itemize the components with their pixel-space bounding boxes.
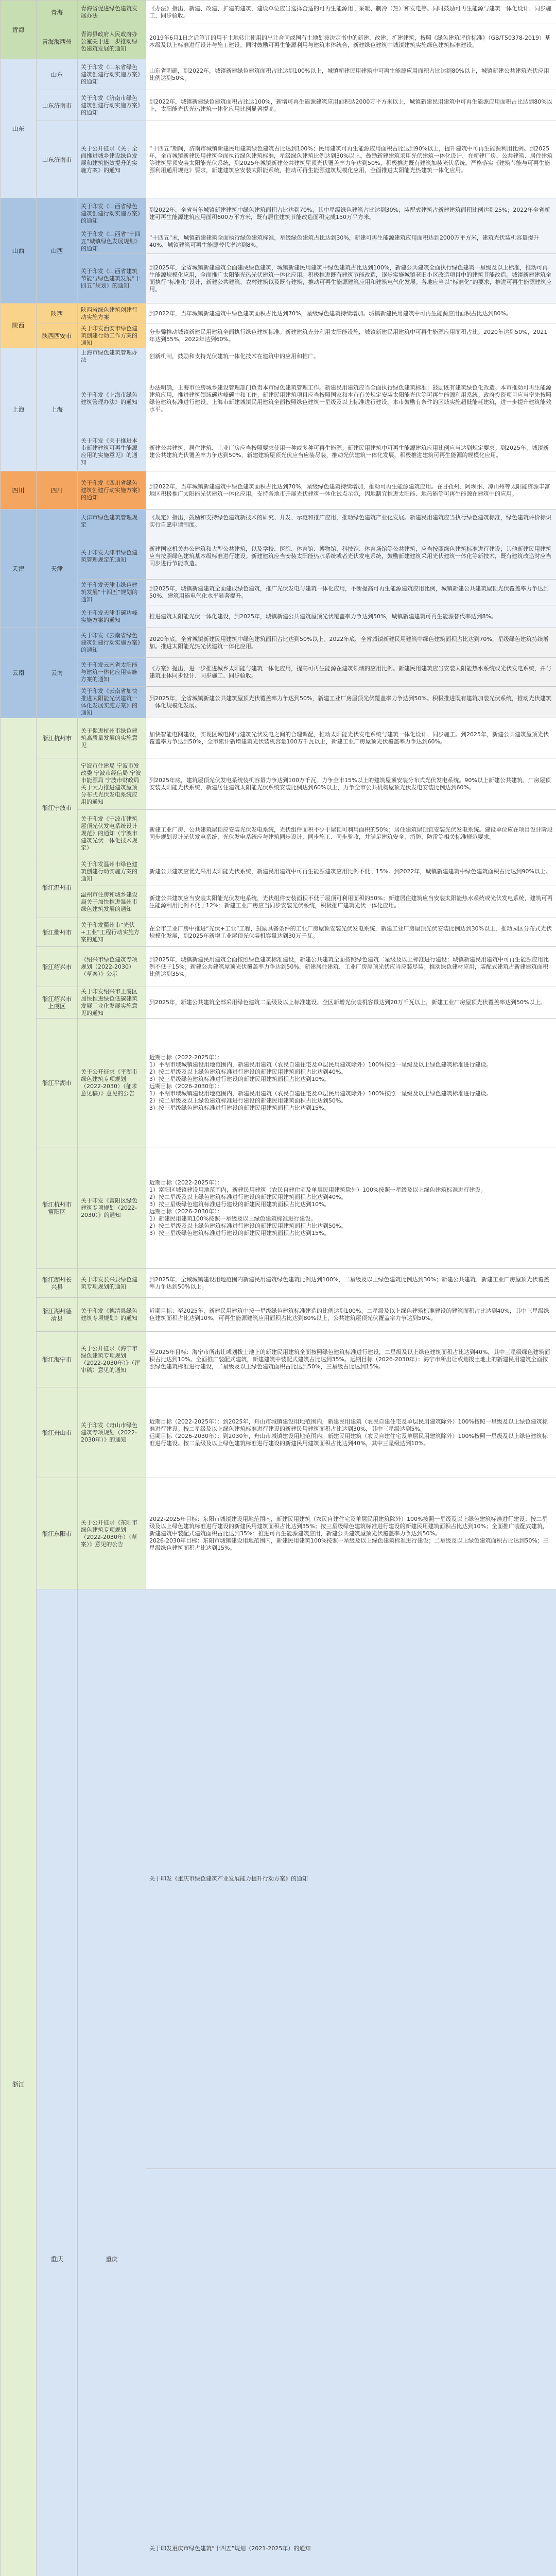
policy-document-cell: 关于公开征求《海宁市绿色建筑专项规划（2022-2030年）》（评审稿）意见的通知 [78,1332,146,1387]
policy-document-cell: 关于印发天津市绿色建筑发展“十四五”规划的通知 [78,580,146,605]
province-cell: 云南 [1,628,37,718]
province-cell: 青海 [1,1,37,59]
policy-detail-cell: “十四五”期间，济南市城镇新建民用建筑绿色建筑占比达到100%；民用建筑可再生能源应用面积占比达到90%以上，提升建筑中可再生能源利用比例。到2025年，全市城镇新建民用建筑全面执行绿色建筑标准，星级绿色建筑比例达到30%以上。鼓励新建建筑采用光伏建筑一体化设计，在新建厂房、公共建筑、居住建筑等建筑屋顶安装太阳能光伏系统，到2025年城镇新建公共建筑屋顶光伏覆盖率力争达到50%，积极推进既有建筑加装光伏系统。严格落实《建筑节能与可再生能源利用通用规范》要求，新建建筑应安装太阳能系统，推动可再生能源建筑规模化应用，全面推进太阳能光热建筑一体化应用。 [146,121,556,198]
policy-detail-cell: 在全市工业厂房中推进“光伏+工业”工程，鼓励具备条件的工业厂房屋顶安装光伏发电系统，新建工业厂房屋顶光伏安装比例达到30%以上，推动园区分布式光伏规模化发展，到2025年新增工业屋顶光伏装机容量达到30万千瓦。 [146,918,556,947]
policy-detail-cell: 推进建筑太阳能光伏一体化建设，到2025年，城镇新建公共建筑屋顶光伏覆盖率力争达到50%，城镇新建建筑可再生能源替代率达到8%。 [146,605,556,628]
table-row [1,918,556,947]
policy-detail-cell: 新建公共建筑应当安装太阳能光伏发电系统，光伏组件安装面积不低于屋顶可利用面积的50%；新建居住建筑应当安装太阳能热水系统或光伏发电系统，建筑可再生能源利用比例不低于12%；新建工业厂房应当同步安装光伏系统，积极推广建筑光伏一体化应用。 [146,886,556,918]
province-cell: 浙江 [1,718,37,2576]
policy-detail-cell: 到2025年底，建筑屋顶光伏发电系统装机容量力争达到100万千瓦，力争全市15%以上的建筑屋顶安装分布式光伏发电系统。90%以上新建公共建筑、厂房屋顶安装太阳能光伏系统，新建居住建筑太阳能光伏系统安装比例达到60%以上，力争全市公共机构屋顶光伏发电安装比例达到60%。 [146,758,556,810]
city-cell: 浙江温州市 [37,857,78,918]
policy-detail-cell: 近期目标（2022-2025年）： 1）平湖市域城镇建设用地范围内，新建民用建筑（农民自建住宅及单层民用建筑除外）100%按照一星级及以上绿色建筑标准进行建设。 2）按二星级及以上绿色建筑标准进行建设的新建民用建筑面积占比达到40%。 3）按三星级绿色建筑标准进行建设的新建民用建筑面积占比达到10%。 远期目标（2026-2030年）： 1）平湖市域城镇建设用地范围内，新建民用建筑（农民自建住宅及单层民用建筑除外）100%按照一星级及以上绿色建筑标准进行建设。 2）按二星级及以上绿色建筑标准进行建设的新建民用建筑面积占比达到50%。 3）按三星级绿色建筑标准进行建设的新建民用建筑面积占比达到15%。 [146,1019,556,1147]
policy-document-cell: 关于印发《云南省加快推进太阳能光伏建筑一体化发展实施方案》的通知 [78,687,146,718]
city-cell: 浙江湖州长兴县 [37,1269,78,1298]
city-cell: 浙江平湖市 [37,1019,78,1147]
policy-document-cell: 关于公开征求《平湖市绿色建筑专项规划（2022-2030）（征求意见稿）》意见的公告 [78,1019,146,1147]
policy-document-cell: 关于印发绍兴市上虞区加快推进绿色低碳建筑发展工业化发展实施意见的通知 [78,987,146,1019]
policy-detail-cell: 新建公共建筑应优先采用太阳能光伏系统，新建民用建筑中可再生能源建筑应用比例不低于15%。到2022年，城镇新建建筑中绿色建筑面积占比达到90%以上。 [146,857,556,886]
policy-detail-cell: “十四五”末，城镇新建建筑全面执行绿色建筑标准，星级绿色建筑占比达到30%，新建可再生能源建筑应用面积达到2000万平方米，建筑光伏装机容量提升40%，城镇建筑可再生能源替代率达到8%。 [146,229,556,254]
policy-document-cell: 上海市绿色建筑管理办法 [78,348,146,365]
policy-document-cell: 《绍兴市绿色建筑专项规划（2022-2030）（草案）》公示 [78,947,146,987]
city-cell: 浙江衢州市 [37,918,78,947]
policy-document-cell: 青海省促进绿色建筑发展办法 [78,1,146,24]
policy-document-cell: 温州市住房和城乡建设局关于加快推进温州市绿色建筑发展的通知 [78,886,146,918]
city-cell: 山西 [37,198,78,303]
province-cell: 山东 [1,59,37,198]
policy-table-body [1,1,556,2576]
city-cell: 青海海西州 [37,24,78,59]
city-cell: 四川 [37,471,78,510]
policy-document-cell: 关于印发《山东省绿色建筑创建行动实施方案》的通知 [78,59,146,90]
policy-document-cell: 关于印发《云南省绿色建筑创建行动实施方案》的通知 [78,628,146,658]
policy-document-cell: 关于印发西安市绿色建筑创建行动工作方案的通知 [78,324,146,348]
city-cell: 陕西 [37,303,78,324]
table-row [1,947,556,987]
policy-detail-cell: 2022-2025年目标：东阳市城镇建设用地范围内，新建民用建筑（农民自建住宅及单层民用建筑除外）100%按照一星级及以上绿色建筑标准进行建设；按二星级及以上绿色建筑标准进行建设的新建民用建筑面积占比达到35%；按三星级绿色建筑标准进行建设的新建民用建筑面积占比达到10%；全面推广装配式建筑，新建建筑中装配式建筑面积占比达到35%；推进可再生能源建筑应用，新建公共建筑屋顶光伏覆盖率力争达到50%。 2026-2030年目标：东阳市城镇建设用地范围内，新建民用建筑100%按照一星级及以上绿色建筑标准进行建设；二星级及以上绿色建筑面积占比达到50%；三星级绿色建筑面积占比达到15%。 [146,1478,556,1589]
policy-detail-cell: 近期目标（2022-2025年）：到2025年，舟山市城镇建设用地范围内，新建民用建筑（农民自建住宅及单层民用建筑除外）100%按照一星级及以上绿色建筑标准进行建设。按二星级及以上绿色建筑标准进行建设的新建民用建筑面积占比达到30%，其中三星级达到5%。 远期目标（2026-2030年）：到2030年，舟山市城镇建设用地范围内，新建民用建筑（农民自建住宅及单层民用建筑除外）100%按照一星级及以上绿色建筑标准进行建设。按二星级及以上绿色建筑标准进行建设的新建民用建筑面积占比达到40%，其中三星级达到10%。 [146,1387,556,1478]
table-row [1,121,556,198]
policy-document-cell: 关于印发《关于推进本市新建建筑可再生能源应用的实施意见》的通知 [78,432,146,471]
policy-document-cell: 天津市绿色建筑管理规定 [78,510,146,533]
city-cell: 云南 [37,628,78,718]
city-cell: 青海 [37,1,78,24]
table-row [1,1019,556,1147]
policy-document-cell: 关于印发云南省太阳能与建筑一体化应用实施方案的通知 [78,658,146,687]
policy-document-cell: 关于印发《上海市绿色建筑管理办法》的通知 [78,365,146,432]
policy-detail-cell: 2019年6月1日之后签订的用于土地转让使用的出让合同或国有土地划拨决定书中的新建、改建、扩建建筑，按照《绿色建筑评价标准》（GB/T50378-2019）基本级及以上标准进行设计与施工建设。同时鼓励可再生能源利用与建筑本体统合，新建绿色建筑中城镇建筑实施绿色建筑标准建设。 [146,24,556,59]
policy-document-cell: 关于印发衢州市“光伏+工业”工程行动实施方案的通知 [78,918,146,947]
province-cell: 四川 [1,471,37,510]
province-cell: 重庆 [37,1589,78,2576]
city-cell: 山东 [37,59,78,90]
policy-detail-cell: 新建公共建筑、居住建筑、工业厂房应当按照要求使用一种或多种可再生能源。新建民用建筑中可再生能源建筑应用比例应当达到规定要求。到2025年，城镇新建公共建筑光伏覆盖率力争达到50%，新建建筑屋顶光伏应当应装尽装，推动光伏建筑一体化发展，积极推进建筑可再生能源的规模化应用。 [146,432,556,471]
policy-detail-cell: 新建国家机关办公建筑和大型公共建筑，以及学校、医院、体育馆、博物馆、科技馆、体育场馆等公共建筑，应当按照绿色建筑标准进行建设；其他新建民用建筑应当按照绿色建筑基本级标准进行建设。新建建筑应当安装太阳能热水系统或者光伏发电系统，鼓励新建建筑采用光伏建筑一体化等新技术，既有建筑改造时应当同步进行节能改造。 [146,533,556,580]
province-cell: 山西 [1,198,37,303]
city-cell: 上海 [37,348,78,471]
table-row [1,432,556,471]
policy-detail-cell: 新建工业厂房、公共建筑屋顶应安装光伏发电系统，光伏组件面积不少于屋顶可利用面积的50%；居住建筑屋顶宜安装光伏发电系统。建设单位应在项目设计阶段同步规划设计光伏发电系统，光伏发电系统应与建筑同步设计、同步施工、同步验收，并满足建筑安全、消防、防雷等相关标准规范要求。 [146,810,556,857]
table-row [1,687,556,718]
policy-detail-cell: 到2022年，城镇新建绿色建筑面积占比达100%，新增可再生能源建筑应用面积达2000万平方米以上，城镇新建民用建筑中可再生能源应用面积占比达到80%以上，太阳能光伏光热建筑一体化应用比例显著提高。 [146,90,556,121]
policy-detail-cell: 到2025年，全省城镇新建建筑全面建成绿色建筑，城镇新建民用建筑中绿色建筑占比达到100%，新建公共建筑全面执行绿色建筑一星级及以上标准，推动可再生能源规模化应用，全面推广太阳能光热光伏建筑一体化应用。积极推进既有建筑节能改造，逐步实施城镇老旧小区改造项目中的建筑节能改造。城镇新建建筑全面执行“标准化”设计，新建公共建筑、农村建筑以及既有建筑，推动可再生能源建筑应用和建筑电气化发展。各地应当以“标准化”的要求，推进可再生能源建筑应用。 [146,254,556,303]
city-cell: 天津 [37,510,78,628]
city-cell: 重庆 [78,1589,146,2576]
policy-document-cell: 关于印发《四川省绿色建筑创建行动实施方案》的通知 [78,471,146,510]
policy-detail-cell: 《规定》指出，鼓励和支持绿色建筑新技术的研究、开发、示范和推广应用，推动绿色建筑产业化发展。新建民用建筑应当执行绿色建筑标准，绿色建筑评价标识实行自愿申请制度。 [146,510,556,533]
policy-detail-cell: 到2022年，全省当年城镇新建建筑中绿色建筑面积占比达到70%，其中星级绿色建筑占比达到30%；装配式建筑占新建建筑面积比例达到25%；2022年全省新建可再生能源建筑应用面积600万平方米，既有居住建筑节能改造面积完成150万平方米。 [146,198,556,229]
policy-detail-cell: 到2025年，城镇新建民用建筑全面按照绿色建筑标准建设，新建公共建筑全面按照绿色建筑二星级及以上标准进行建设；城镇新建民用建筑中可再生能源应用比例不低于15%；新建公共建筑屋顶光伏覆盖率力争达到50%，新建居住建筑、工业厂房屋顶光伏应当应装尽装；推动绿色建材应用，装配式建筑占新建建筑面积比例达到35%。 [146,947,556,987]
policy-detail-cell: 到2025年，全省城镇新建公共建筑屋顶光伏覆盖率力争达到50%，新建工业厂房屋顶光伏覆盖率力争达到50%。积极推进既有建筑加装光伏系统，推动光伏建筑一体化规模化发展。 [146,687,556,718]
city-cell: 浙江绍兴市上虞区 [37,987,78,1019]
city-cell: 浙江杭州市 [37,718,78,758]
table-row [1,471,556,510]
table-row [1,605,556,628]
policy-detail-cell: 到2025年，新建公共建筑全部采用绿色建筑二星级及以上标准建设。全区新增光伏装机容量达到20万千瓦以上，新建工业厂房屋顶光伏覆盖率达到50%以上。 [146,987,556,1019]
table-row [1,658,556,687]
policy-detail-cell: 近期目标：至2025年，新建民用建筑中按一星级绿色建筑标准建造的比例达到100%，二星级及以上绿色建筑标准建设的建筑面积占比达到40%，其中三星级绿色建筑面积占比达到10%，可再生能源建筑应用面积占比达到80%以上，公共建筑屋顶光伏覆盖率力争达到50%。 [146,1298,556,1332]
policy-detail-cell: 加快智能电网建设，实现区域电网与建筑光伏发电之间的合理调配，推动太阳能光伏发电系统与建筑一体化设计、同步施工。到2025年，新建公共建筑屋顶光伏覆盖率力争达到50%，全市累计新增建筑光伏装机容量100万千瓦以上，新建工业厂房屋顶光伏覆盖率力争达到60%。 [146,718,556,758]
policy-document-cell: 关于印发《宁波市建筑屋顶光伏发电系统设计规范》的通知（宁波市建筑光伏一体化技术规定） [78,810,146,857]
policy-detail-cell: 到2022年，当年城镇新建建筑中绿色建筑面积占比达到70%，星级绿色建筑持续增加，推动可再生能源建筑应用。在甘孜州、阿坝州、凉山州等太阳能资源丰富地区积极推广太阳能光伏建筑一体化应用。支持各地市开展光伏建筑一体化试点示范，因地制宜推进太阳能、地热能等可再生能源在建筑中的应用。 [146,471,556,510]
table-row [1,348,556,365]
policy-document-cell: 关于印发温州市绿色建筑创建行动实施方案的通知 [78,857,146,886]
table-row [1,718,556,758]
table-row [1,1478,556,1589]
policy-detail-cell: 《方案》提出，进一步推进城乡太阳能与建筑一体化应用，提高可再生能源在建筑领域的应用比例。新建民用建筑应当安装太阳能热水系统或光伏发电系统，并与建筑主体同步设计、同步施工、同步验收。 [146,658,556,687]
city-cell: 浙江舟山市 [37,1387,78,1478]
policy-detail-cell: 创新机制，鼓励和支持光伏建筑一体化技术在建筑中的应用和推广。 [146,348,556,365]
table-row [1,510,556,533]
table-row [1,1269,556,1298]
policy-document-cell: 关于印发《山西省“十四五”城镇绿色发展规划》的通知 [78,229,146,254]
policy-document-cell: 关于印发《舟山市绿色建筑专项规划（2022-2030年）》的通知 [78,1387,146,1478]
policy-document-cell: 关于印发《山西省建筑节能与绿色建筑发展“十四五”规划》的通知 [78,254,146,303]
policy-document-cell: 关于印发《富阳区绿色建筑专项规划（2022-2030）》的通知 [78,1147,146,1269]
policy-document-cell: 关于印发《济南市绿色建筑创建行动实施方案》的通知 [78,90,146,121]
table-row [1,628,556,658]
policy-detail-cell: 到2022年，当年城镇新建建筑中绿色建筑面积占比达到70%，星级绿色建筑持续增加。城镇新建民用建筑中可再生能源应用面积占比达到80%。 [146,303,556,324]
table-row [1,857,556,886]
city-cell: 浙江海宁市 [37,1332,78,1387]
policy-document-cell: 关于印发长兴县绿色建筑专项规划的通知 [78,1269,146,1298]
policy-document-cell: 关于印发天津市碳达峰实施方案的通知 [78,605,146,628]
table-row [1,198,556,229]
city-cell: 浙江绍兴市 [37,947,78,987]
table-row [1,1589,556,2169]
city-cell: 浙江东阳市 [37,1478,78,1589]
city-cell: 陕西西安市 [37,324,78,348]
table-row [1,365,556,432]
policy-detail-cell: 2020年底，全省城镇新建民用建筑中绿色建筑面积占比达到50%以上。2022年底，全省城镇新建民用建筑中绿色建筑面积占比达到70%，星级绿色建筑持续增加。推进太阳能光热光伏建筑一体化应用。 [146,628,556,658]
city-cell: 山东济南市 [37,90,78,121]
city-cell: 山东济南市 [37,121,78,198]
table-row [1,533,556,580]
policy-detail-cell: 办法明确，上海市住房城乡建设管理部门负责本市绿色建筑管理工作。新建民用建筑应当全面执行绿色建筑标准；鼓励既有建筑绿色化改造。本市推动可再生能源建筑应用，推进建筑领域碳达峰碳中和工作。新建民用建筑项目应当按照国家和本市有关规定安装太阳能光伏等可再生能源利用系统。政府投资项目应当率先按照绿色建筑标准进行建设。上海市新建城镇民用建筑全面按照绿色建筑一星级及以上标准进行建设，本市鼓励有条件的区域实施超低能耗建筑，进一步提升建筑能效水平。 [146,365,556,432]
table-row [1,580,556,605]
table-row [1,90,556,121]
table-row [1,303,556,324]
policy-document-cell: 关于印发《德清县绿色建筑专项规划》的通知 [78,1298,146,1332]
province-cell: 陕西 [1,303,37,348]
table-row [1,987,556,1019]
policy-detail-cell: 到2025年，全域城镇建设用地范围内新建民用建筑绿色建筑比例达到100%，二星级及以上绿色建筑比例达到30%；新建公共建筑、新建工业厂房屋顶光伏覆盖率力争达到50%以上。 [146,1269,556,1298]
table-row [1,1387,556,1478]
policy-document-cell: 青海县政府人民政府办公室关于进一步推动绿色建筑发展的通知 [78,24,146,59]
province-cell: 上海 [1,348,37,471]
table-row [1,229,556,254]
table-row [1,810,556,857]
policy-document-cell: 关于印发《山西省绿色建筑创建行动实施方案》的通知 [78,198,146,229]
table-row [1,1332,556,1387]
table-row [1,254,556,303]
city-cell: 浙江宁波市 [37,758,78,857]
policy-detail-cell: 山东省明确，到2022年，城镇新建绿色建筑面积占比达到100%以上，城镇新建民用建筑中可再生能源应用面积占比达到80%以上，城镇新建公共建筑光伏应用比例达到50%。 [146,59,556,90]
table-row [1,758,556,810]
policy-detail-cell: 《办法》指出，新建、改建、扩建的建筑，建设单位应当选择合适的可再生能源用于采暖、制冷（热）和发电等。同时鼓励可再生能源与建筑一体化设计、同步施工、同步验收。 [146,1,556,24]
policy-detail-cell: 分步骤推动城镇新建民用建筑全面执行绿色建筑标准。新建建筑充分利用太阳能设施，城镇新建民用建筑中可再生能源应用面积占比。2020年达到50%，2021年达到55%，2022年达到60%。 [146,324,556,348]
table-row [1,59,556,90]
policy-document-cell: 宁波市住建局 宁波市发改委 宁波市经信局 宁波市能源局 宁波市财政局关于大力推进建筑屋顶分布式光伏发电系统应用的通知 [78,758,146,810]
policy-document-cell: 关于印发重庆市绿色建筑“十四五”规划（2021-2025年）的通知 [146,2169,556,2576]
policy-document-cell: 关于促进杭州市绿色建筑高质量发展的实施意见 [78,718,146,758]
table-row [1,24,556,59]
province-cell: 天津 [1,510,37,628]
policy-document-cell: 关于印发《重庆市绿色建筑产业发展能力提升行动方案》的通知 [146,1589,556,2169]
table-row [1,1,556,24]
table-row [1,1298,556,1332]
policy-detail-cell: 至2025年目标：海宁市所出让或划拨土地上的新建民用建筑全面按照绿色建筑标准进行建设，二星级及以上绿色建筑面积占比达到40%，其中三星级绿色建筑面积占比达到10%。全面推广装配式建筑，新建建筑中装配式建筑占比达到35%。远期目标（2026-2030年）：海宁市所出让或划拨土地上的新建民用建筑全面按照绿色建筑标准进行建设，二星级及以上绿色建筑面积占比达到50%，三星级占比达到15%。 [146,1332,556,1387]
table-row [1,324,556,348]
city-cell: 浙江湖州德清县 [37,1298,78,1332]
policy-document-cell: 关于公开征求《东阳市绿色建筑专项规划（2022-2030年）（草案）》意见的公告 [78,1478,146,1589]
table-row [1,886,556,918]
policy-detail-cell: 近期目标（2022-2025年）： 1）富阳区城镇建设用地范围内，新建民用建筑（农民自建住宅及单层民用建筑除外）100%按照一星级及以上绿色建筑标准进行建设。 2）按二星级及以上绿色建筑标准进行建设的新建民用建筑面积占比达到40%。 3）按三星级绿色建筑标准进行建设的新建民用建筑面积占比达到10%。 远期目标（2026-2030年）： 1）新建民用建筑100%按照一星级及以上绿色建筑标准进行建设。 2）按二星级及以上绿色建筑标准进行建设的新建民用建筑面积占比达到50%。 3）按三星级绿色建筑标准进行建设的新建民用建筑面积占比达到15%。 [146,1147,556,1269]
policy-detail-cell: 到2025年，城镇新建建筑全面建成绿色建筑，推广光伏发电与建筑一体化应用，不断提高可再生能源建筑应用比例，城镇新建公共建筑屋顶光伏覆盖率力争达到50%，建筑用能电气化水平显著提升。 [146,580,556,605]
policy-document-cell: 陕西省绿色建筑创建行动实施方案 [78,303,146,324]
policy-document-cell: 关于印发天津市绿色建筑管理规定的通知 [78,533,146,580]
table-row [1,1147,556,1269]
policy-document-cell: 关于公开征求《关于全面推进城乡建设绿色发展和建筑能效提升的实施方案》的通知 [78,121,146,198]
city-cell: 浙江杭州市富阳区 [37,1147,78,1269]
